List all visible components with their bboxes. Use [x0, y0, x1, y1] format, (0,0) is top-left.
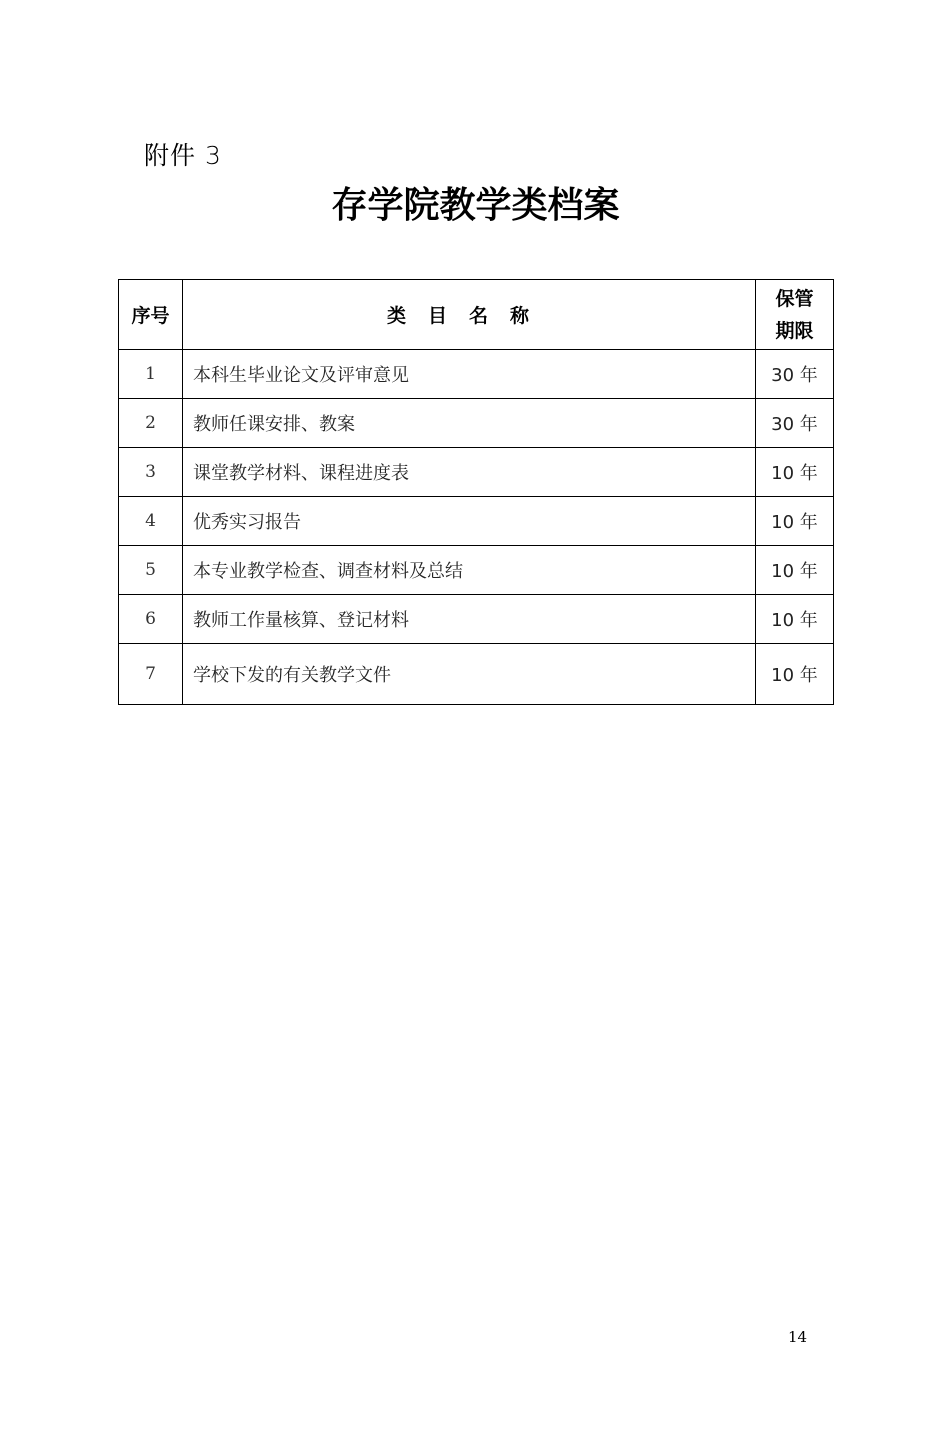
row-name: 优秀实习报告: [183, 497, 756, 546]
table-row: [119, 350, 834, 399]
header-period-line2: 期限: [775, 319, 814, 342]
row-period: 30 年: [756, 350, 834, 399]
row-name: 本科生毕业论文及评审意见: [183, 350, 756, 399]
header-seq: 序号: [119, 280, 183, 350]
table-header-row: [119, 280, 834, 350]
row-period: 10 年: [756, 546, 834, 595]
row-seq: 6: [119, 595, 183, 644]
row-period: 10 年: [756, 644, 834, 705]
row-name: 教师任课安排、教案: [183, 399, 756, 448]
header-name: 类目名称: [183, 280, 756, 350]
row-seq: 2: [119, 399, 183, 448]
archive-table: [118, 279, 834, 705]
attachment-label: 附件 3: [144, 141, 222, 170]
page-number: 14: [788, 1328, 808, 1346]
row-name: 教师工作量核算、登记材料: [183, 595, 756, 644]
row-name: 学校下发的有关教学文件: [183, 644, 756, 705]
page-title: 存学院教学类档案: [331, 185, 620, 226]
row-period: 10 年: [756, 497, 834, 546]
table-row: [119, 644, 834, 705]
row-seq: 5: [119, 546, 183, 595]
row-name: 课堂教学材料、课程进度表: [183, 448, 756, 497]
header-period: [756, 280, 834, 350]
table-row: [119, 595, 834, 644]
table-row: [119, 448, 834, 497]
row-period: 30 年: [756, 399, 834, 448]
row-period: 10 年: [756, 448, 834, 497]
row-period: 10 年: [756, 595, 834, 644]
row-seq: 4: [119, 497, 183, 546]
row-seq: 7: [119, 644, 183, 705]
header-period-line1: 保管: [775, 287, 814, 310]
table-row: [119, 497, 834, 546]
row-seq: 3: [119, 448, 183, 497]
table-row: [119, 399, 834, 448]
table-row: [119, 546, 834, 595]
row-seq: 1: [119, 350, 183, 399]
row-name: 本专业教学检查、调查材料及总结: [183, 546, 756, 595]
